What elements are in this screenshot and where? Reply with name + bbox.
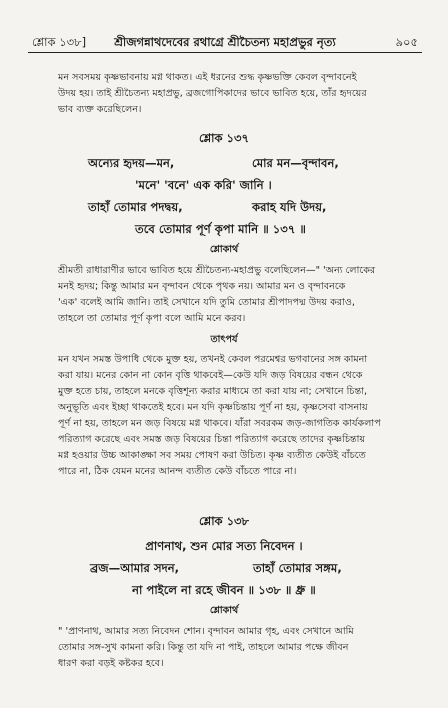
purport-label: তাৎপর্য (210, 334, 238, 345)
running-header (28, 30, 422, 53)
purport-line: মন যখন সমস্ত উপাধি থেকে মুক্ত হয়, তখনই কেবল পরমেশ্বর ভগবানের সঙ্গ কামনা (58, 354, 368, 365)
verse-137-line: অন্যের হৃদয়—মন, (88, 156, 175, 170)
translation-line: " 'প্রাণনাথ, আমার সত্য নিবেদন শোন। বৃন্দাবন আমার গৃহ, এবং সেখানে আমি (58, 626, 354, 637)
page-number: ৯০৫ (395, 35, 418, 49)
purport-line: মুক্ত হতে চায়, তাহলে মনকে বৃত্তিশূন্য করার মাধ্যমে তা করা যায় না; সেখানে চিন্তা, (58, 386, 368, 397)
verse-138-heading: শ্লোক ১৩৮ (199, 514, 249, 528)
purport-line: অনুভূতি এবং ইচ্ছা থাকতেই হবে। মন যদি কৃষ্ণচিন্তায় পূর্ণ না হয়, কৃষ্ণসেবা বাসনায় (58, 402, 368, 413)
intro-line: উদয় হয়। তাই শ্রীচৈতন্য মহাপ্রভু, ব্রজগোপিকাদের ভাবে ভাবিত হয়ে, তাঁর হৃদয়ের (58, 88, 367, 99)
verse-138-line: ব্রজ—আমার সদন, (90, 561, 180, 575)
purport-line: পারে না, ঠিক যেমন মনের আনন্দ ব্যতীত কেউ বাঁচতে পারে না। (58, 466, 297, 477)
translation-line: মনই হৃদয়; কিন্তু আমার মন বৃন্দাবন থেকে পৃথক নয়। আমার মন ও বৃন্দাবনকে (58, 281, 346, 292)
purport-line: পরিত্যাগ করেছে এবং সমস্ত জড় বিষয়ের চিন্তা পরিত্যাগ করেছে তাদের কৃষ্ণচিন্তায় (58, 434, 366, 445)
translation-line: তাহলে তা তোমার পূর্ণ কৃপা বলে আমি মনে করব। (58, 313, 246, 324)
translation-line: শ্রীমতী রাধারাণীর ভাবে ভাবিত হয়ে শ্রীচৈতন্য-মহাপ্রভু বলেছিলেন—" 'অন্য লোকের (58, 265, 376, 276)
verse-137-line: করাহ যদি উদয়, (252, 200, 327, 214)
translation-line: তোমার সঙ্গ-সুখ কামনা করি। কিন্তু তা যদি না পাই, তাহলে আমার পক্ষে জীবন (58, 642, 349, 653)
verse-137-translation-label: শ্লোকার্থ (209, 244, 239, 255)
verse-137-line: তাহাঁ তোমার পদদ্বয়, (88, 200, 183, 214)
purport-line: পূর্ণ না হয়, তাহলে মন জড় বিষয়ে মগ্ন থাকবে। যাঁরা সবরকম জড়-জাগতিক কার্যকলাপ (58, 418, 381, 429)
header-chapter-title: শ্রীজগন্নাথদেবের রথাগ্রে শ্রীচৈতন্য মহাপ্রভুর নৃত্য (114, 35, 336, 49)
translation-line: 'এক' বলেই আমি জানি। তাই সেখানে যদি তুমি তোমার শ্রীপাদপদ্ম উদয় করাও, (58, 297, 355, 308)
verse-138-translation-label: শ্লোকার্থ (209, 605, 239, 616)
verse-137-heading: শ্লোক ১৩৭ (199, 131, 249, 145)
verse-137-line: মোর মন—বৃন্দাবন, (252, 156, 339, 170)
intro-line: মন সবসময় কৃষ্ণভাবনায় মগ্ন থাকত। এই ধরনের শুদ্ধ কৃষ্ণভক্তি কেবল বৃন্দাবনেই (58, 72, 357, 83)
purport-line: মগ্ন হওয়ার উচ্চ আকাঙ্ক্ষা সব সময় পোষণ করা উচিত। কৃষ্ণ ব্যতীত কেউই বাঁচতে (58, 450, 366, 461)
verse-138-line: প্রাণনাথ, শুন মোর সত্য নিবেদন । (145, 539, 303, 553)
verse-138-line: তাহাঁ তোমার সঙ্গম, (253, 561, 342, 575)
intro-line: ভাব ব্যক্ত করেছিলেন। (58, 104, 142, 115)
header-verse-ref: শ্লোক ১৩৮] (32, 35, 87, 49)
verse-138-line: না পাইলে না রহে জীবন ॥ ১৩৮ ॥ ধ্রু ॥ (132, 583, 316, 597)
translation-line: ধারণ করা বড়ই কষ্টকর হবে। (58, 658, 164, 669)
verse-137-line: 'মনে' 'বনে' এক করি' জানি । (135, 178, 272, 192)
purport-line: করা যায়। মনের কোন না কোন বৃত্তি থাকবেই—কেউ যদি জড় বিষয়ের বন্ধন থেকে (58, 370, 363, 381)
verse-137-line: তবে তোমার পূর্ণ কৃপা মানি ॥ ১৩৭ ॥ (135, 222, 306, 236)
